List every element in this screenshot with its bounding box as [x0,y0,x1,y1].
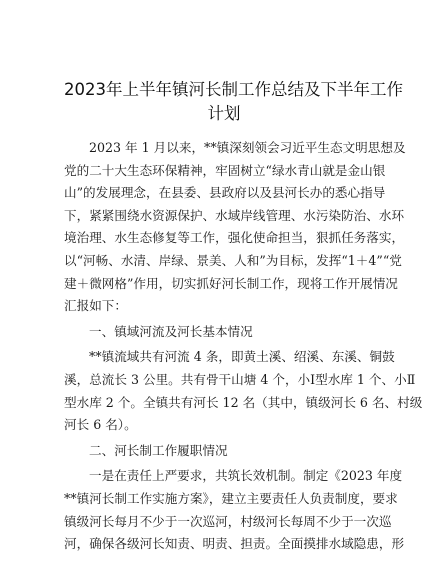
section-heading [64,321,384,344]
text-line: 2023 年 1 月以来，**镇深刻领会习近平生态文明思想及 [89,140,406,155]
section-heading [64,440,384,463]
intro-paragraph [64,137,406,318]
text-line: 一是在责任上严要求，共筑长效机制。制定《2023 年度 [89,468,403,484]
text-line: 以“河畅、水清、岸绿、景美、人和”为目标，发挥“1＋4”“党 [64,252,402,268]
title-line: 计划 [207,104,241,123]
text-line: 建＋微网格”作用，切实抓好河长制工作，现将工作开展情况 [64,275,398,291]
text-line: 型水库 2 个。全镇共有河长 12 名（其中，镇级河长 6 名、村级 [64,394,423,410]
text-line: 溪，总流长 3 公里。共有骨干山塘 4 个，小Ⅰ型水库 1 个、小Ⅱ [64,371,416,387]
text-line: 河，确保各级河长知责、明责、担责。全面摸排水域隐患，形 [64,536,405,552]
text-line: 镇级河长每月不少于一次巡河，村级河长每周不少于一次巡 [64,513,392,529]
text-line: 山”的发展理念，在县委、县政府以及县河长办的悉心指导 [64,185,386,201]
text-line: 二、河长制工作履职情况 [89,442,228,458]
text-line: **镇流域共有河流 4 条，即黄土溪、绍溪、东溪、铜鼓 [89,349,395,365]
text-line: 一、镇域河流及河长基本情况 [89,323,253,339]
text-line: 河长 6 名）。 [64,417,137,433]
river-info-paragraph [64,346,423,436]
title-line: 2023年上半年镇河长制工作总结及下半年工作 [64,80,403,99]
text-line: 下，紧紧围绕水资源保护、水域岸线管理、水污染防治、水环 [64,207,405,223]
duty-paragraph [64,465,405,555]
text-line: 汇报如下： [64,298,127,314]
text-line: **镇河长制工作实施方案》，建立主要责任人负责制度，要求 [64,490,398,506]
document-title [64,78,403,126]
document-body [64,137,423,556]
text-line: 党的二十大生态环保精神，牢固树立“绿水青山就是金山银 [64,162,386,178]
text-line: 境治理、水生态修复等工作，强化使命担当，狠抓任务落实， [64,230,405,246]
